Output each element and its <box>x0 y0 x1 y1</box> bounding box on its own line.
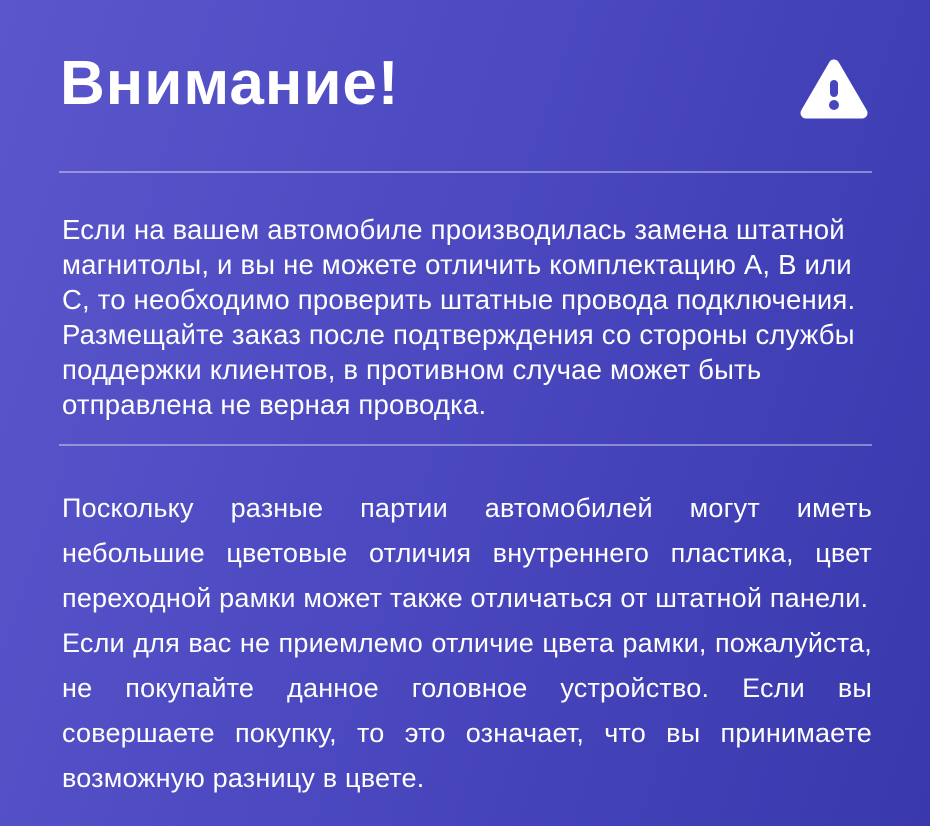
exclamation-dot <box>829 100 839 110</box>
divider-middle <box>59 444 872 446</box>
notice-paragraph-color-batches: Поскольку разные партии автомобилей могут иметь небольшие цветовые отличия внутреннего пластика, цвет переходной рамки может также отличаться от штатной панели. <box>62 493 872 613</box>
page-title: Внимание! <box>60 49 400 118</box>
divider-top <box>59 171 872 173</box>
notice-section-color-difference <box>62 486 872 801</box>
warning-triangle-icon <box>799 58 869 124</box>
notice-paragraph-wiring: Если на вашем автомобиле производилась замена штатной магнитолы, и вы не можете отличить комплектацию А, В или С, то необходимо проверить штатные провода подключения. Размещайте заказ после подтверждения со стороны службы поддержки клиентов, в противном случае может быть отправлена не верная проводка. <box>62 214 856 420</box>
exclamation-bar <box>830 80 838 97</box>
notice-paragraph-purchase-terms: Если для вас не приемлемо отличие цвета рамки, пожалуйста, не покупайте данное головное устройство. Если вы совершаете покупку, то это означает, что вы принимаете возможную разницу в цвете. <box>62 628 872 793</box>
